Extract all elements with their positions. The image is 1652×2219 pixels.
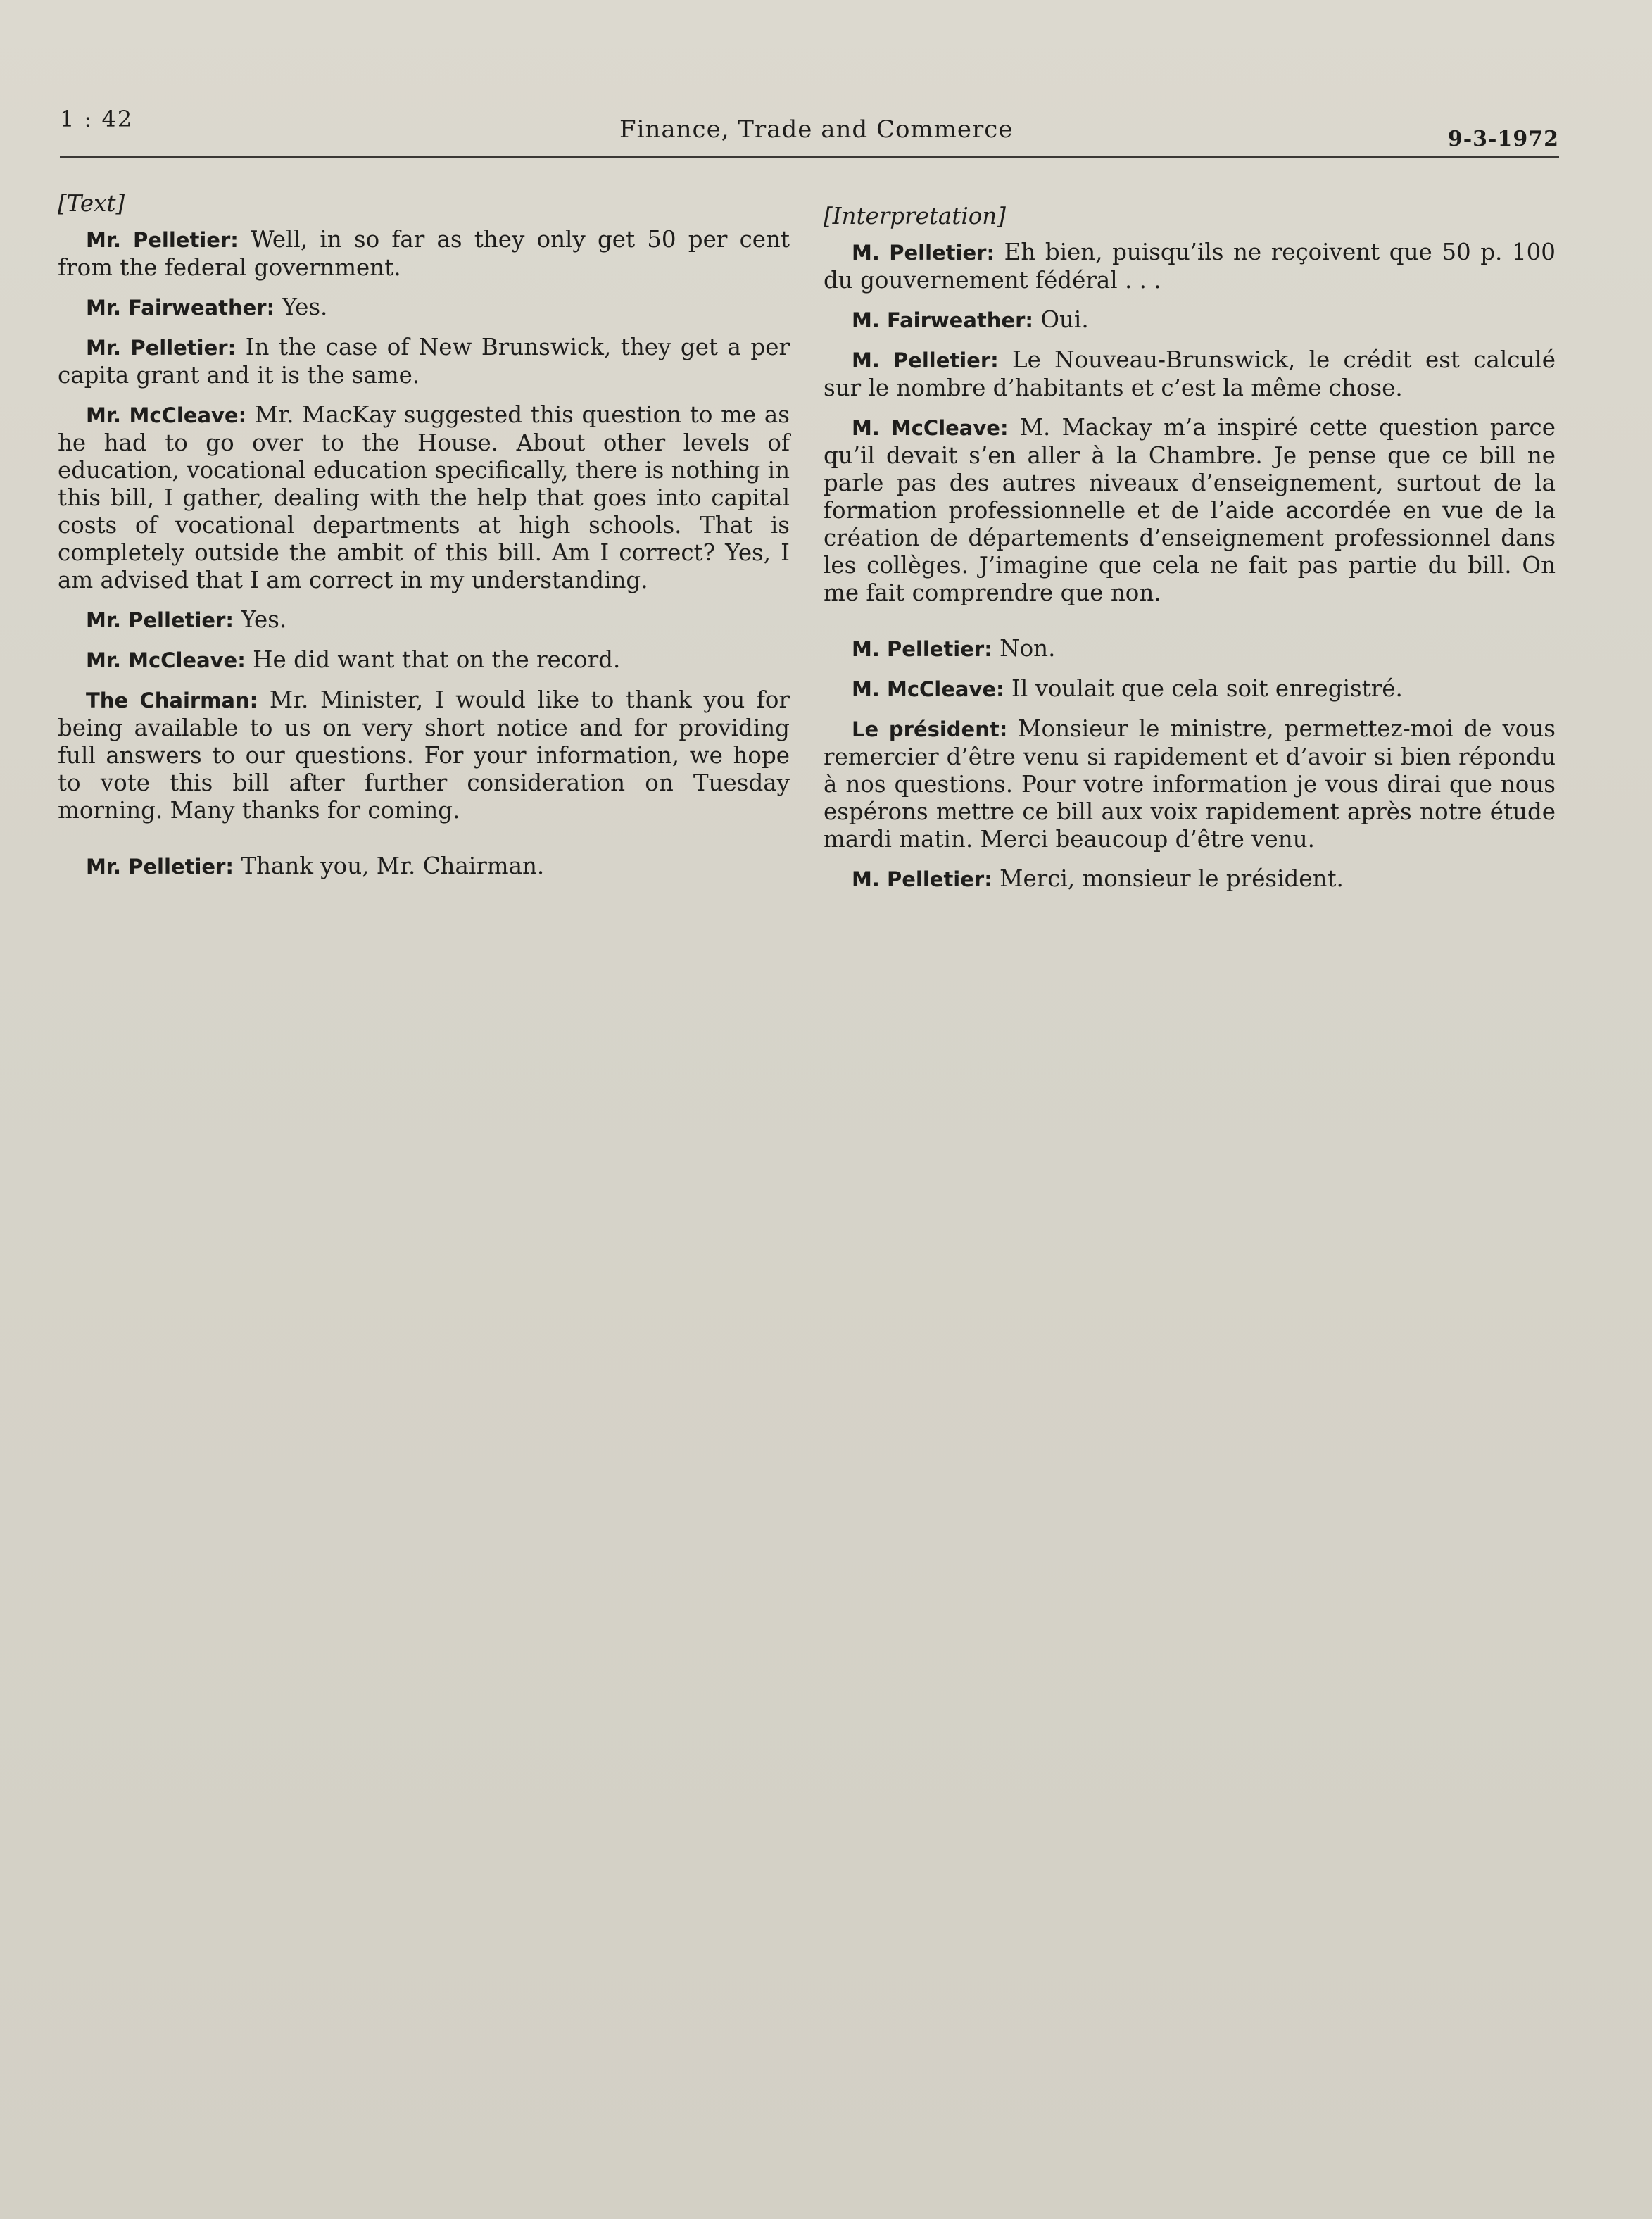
speech-text: Merci, monsieur le président. <box>1000 865 1344 892</box>
speech-text: Il voulait que cela soit enregistré. <box>1011 675 1403 702</box>
english-column <box>58 190 790 893</box>
page-number: 1 : 42 <box>60 106 134 132</box>
transcript-paragraph <box>58 226 790 282</box>
speaker-name: Mr. Pelletier: <box>86 336 237 360</box>
speech-text: Eh bien, puisqu’ils ne reçoivent que 50 p. 100 du gouvernement fédéral . . . <box>824 239 1556 294</box>
speech-text: He did want that on the record. <box>253 646 621 673</box>
speech-text: Well, in so far as they only get 50 per cent from the federal government. <box>58 226 790 281</box>
running-title: Finance, Trade and Commerce <box>619 115 1014 144</box>
speaker-name: M. Pelletier: <box>852 867 992 891</box>
header-rule <box>60 156 1559 158</box>
transcript-paragraph <box>58 334 790 389</box>
speech-text: Le Nouveau-Brunswick, le crédit est calculé sur le nombre d’habitants et c’est la même chose. <box>824 346 1556 401</box>
speech-text: In the case of New Brunswick, they get a per capita grant and it is the same. <box>58 334 790 389</box>
speech-text: Mr. MacKay suggested this question to me as he had to go over to the House. About other levels of education, vocational education specifically, there is nothing in this bill, I gather, dealing with the help that goes into capital costs of vocational departments at high schools. That is completely outside the ambit of this bill. Am I correct? Yes, I am advised that I am correct in my understanding. <box>58 401 790 593</box>
transcript-paragraph <box>824 346 1556 402</box>
transcript-paragraph <box>824 635 1556 663</box>
column-marker: [Interpretation] <box>824 203 1006 230</box>
speech-text: Mr. Minister, I would like to thank you for being available to us on very short notice and for providing full answers to our questions. For your information, we hope to vote this bill after further consideration on Tuesday morning. Many thanks for coming. <box>58 686 790 824</box>
speech-text: Yes. <box>282 294 328 320</box>
transcript-paragraph <box>824 239 1556 294</box>
speaker-name: Mr. McCleave: <box>86 403 247 427</box>
page-header <box>60 106 1559 155</box>
speaker-name: M. Pelletier: <box>852 241 995 265</box>
french-column <box>824 203 1556 905</box>
speaker-name: The Chairman: <box>86 689 258 712</box>
speech-text: Monsieur le ministre, permettez-moi de vous remercier d’être venu si rapidement et d’avoir si bien répondu à nos questions. Pour votre information je vous dirai que nous espérons mettre ce bill aux voix rapidement après notre étude mardi matin. Merci beaucoup d’être venu. <box>824 715 1556 853</box>
speaker-name: M. Fairweather: <box>852 308 1033 332</box>
speaker-name: Mr. Fairweather: <box>86 296 275 320</box>
transcript-paragraph <box>824 865 1556 893</box>
page-date: 9-3-1972 <box>1447 127 1559 151</box>
speech-text: Oui. <box>1040 306 1089 333</box>
speech-text: Non. <box>1000 635 1056 662</box>
speaker-name: M. Pelletier: <box>852 637 992 661</box>
speaker-name: Mr. McCleave: <box>86 648 246 672</box>
transcript-paragraph <box>824 675 1556 703</box>
speaker-name: Mr. Pelletier: <box>86 608 234 632</box>
speaker-name: M. McCleave: <box>852 416 1009 440</box>
transcript-paragraph <box>58 853 790 881</box>
transcript-paragraph <box>824 414 1556 607</box>
transcript-paragraph <box>824 715 1556 853</box>
speaker-name: Le président: <box>852 717 1008 741</box>
column-marker: [Text] <box>58 190 125 217</box>
transcript-paragraph <box>58 294 790 322</box>
transcript-paragraph <box>58 401 790 594</box>
transcript-paragraph <box>824 306 1556 334</box>
transcript-paragraph <box>58 686 790 824</box>
speaker-name: Mr. Pelletier: <box>86 855 234 879</box>
speech-text: Thank you, Mr. Chairman. <box>241 853 545 879</box>
speaker-name: M. Pelletier: <box>852 348 999 372</box>
speaker-name: M. McCleave: <box>852 677 1004 701</box>
transcript-paragraph <box>58 606 790 634</box>
transcript-paragraph <box>58 646 790 674</box>
speech-text: M. Mackay m’a inspiré cette question parce qu’il devait s’en aller à la Chambre. Je pense que ce bill ne parle pas des autres niveaux d’enseignement, surtout de la formation professionnelle et de l’aide accordée en vue de la création de départements d’enseignement professionnel dans les collèges. J’imagine que cela ne fait pas partie du bill. On me fait comprendre que non. <box>824 414 1556 606</box>
speech-text: Yes. <box>241 606 287 633</box>
speaker-name: Mr. Pelletier: <box>86 228 239 252</box>
